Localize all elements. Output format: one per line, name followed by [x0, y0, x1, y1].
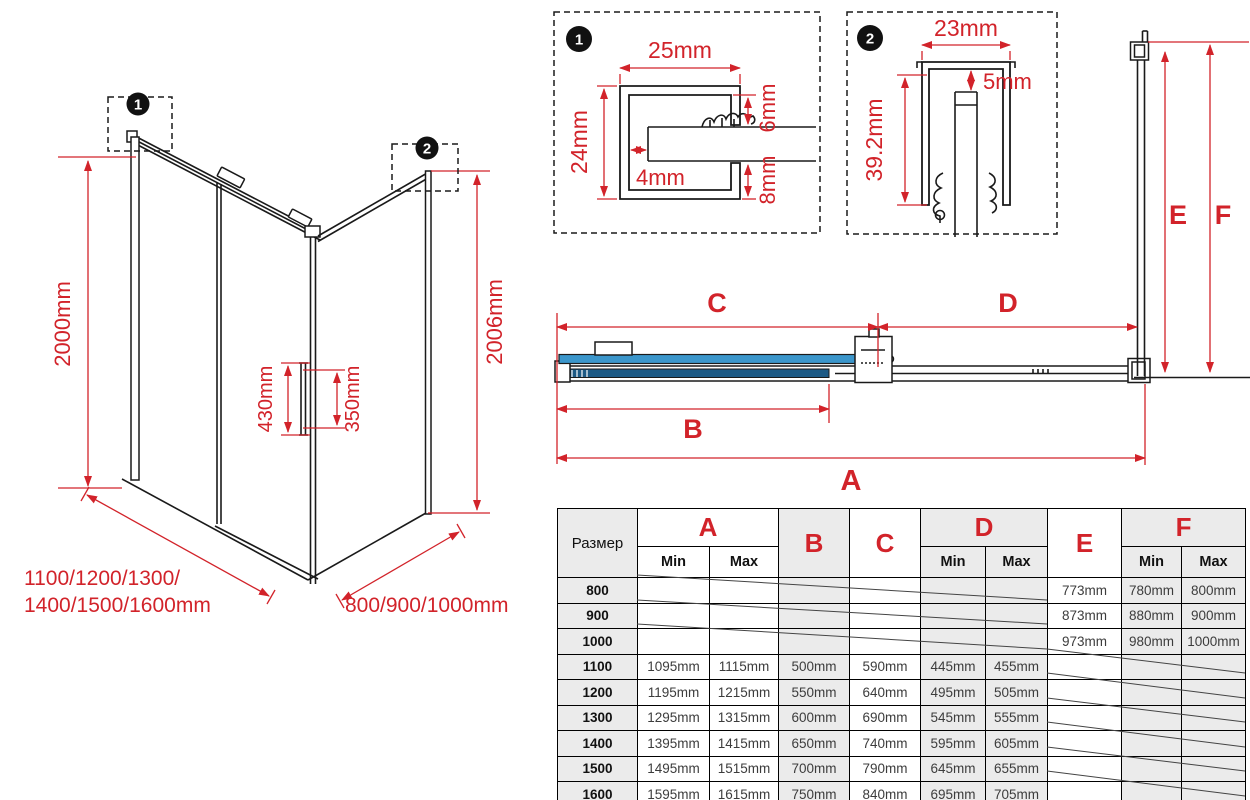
detail-1-dims — [566, 37, 780, 204]
cell-value: 445mm — [921, 654, 986, 680]
cell-value: 773mm — [1048, 578, 1122, 604]
cell-value: 1000mm — [1182, 629, 1246, 655]
dim-6mm: 6mm — [755, 83, 780, 133]
size-table — [557, 508, 1246, 800]
dim-2006 — [428, 171, 507, 513]
cell-value: 790mm — [850, 756, 921, 782]
cell-value: 700mm — [779, 756, 850, 782]
cell-value — [638, 629, 710, 655]
cell-value — [710, 603, 779, 629]
cell-size: 1600 — [558, 782, 638, 800]
cell-value: 690mm — [850, 705, 921, 731]
dim-label-350: 350mm — [342, 365, 364, 433]
cell-value — [1182, 731, 1246, 757]
top-rail — [127, 131, 320, 240]
cell-value: 600mm — [779, 705, 850, 731]
cell-value — [1048, 705, 1122, 731]
cell-value: 505mm — [986, 680, 1048, 706]
cell-value — [1122, 756, 1182, 782]
cell-size: 1500 — [558, 756, 638, 782]
dim-2000 — [50, 157, 136, 488]
col-header-e: E — [1048, 509, 1122, 578]
cell-value — [710, 629, 779, 655]
table-row — [558, 756, 1246, 782]
table-row — [558, 654, 1246, 680]
cell-value: 880mm — [1122, 603, 1182, 629]
col-header-a: A — [638, 509, 779, 547]
roller-clips — [933, 173, 996, 223]
col-header-f: F — [1122, 509, 1246, 547]
cell-value — [921, 603, 986, 629]
table-row — [558, 629, 1246, 655]
front-panels — [122, 182, 320, 584]
cell-size: 800 — [558, 578, 638, 604]
table-row — [558, 782, 1246, 800]
cell-value — [986, 603, 1048, 629]
dim-label-2000: 2000mm — [50, 281, 75, 367]
cell-value — [1122, 782, 1182, 800]
table-row — [558, 578, 1246, 604]
cell-value: 655mm — [986, 756, 1048, 782]
cell-size: 1300 — [558, 705, 638, 731]
dim-label-b: B — [683, 414, 703, 444]
cell-value — [1048, 654, 1122, 680]
cell-value: 640mm — [850, 680, 921, 706]
col-subheader-d-min: Min — [921, 547, 986, 578]
side-panel-plan — [1131, 31, 1250, 378]
dim-5mm: 5mm — [983, 69, 1032, 94]
cell-value: 900mm — [1182, 603, 1246, 629]
cell-value: 550mm — [779, 680, 850, 706]
cell-size: 900 — [558, 603, 638, 629]
cell-value — [1182, 782, 1246, 800]
cell-value — [850, 629, 921, 655]
dim-label-a: A — [840, 465, 862, 497]
cell-value — [1122, 654, 1182, 680]
cell-value: 740mm — [850, 731, 921, 757]
cell-value — [779, 629, 850, 655]
dim-label-d: D — [998, 288, 1018, 318]
detail-1 — [550, 8, 842, 240]
marker-2-number: 2 — [422, 140, 432, 158]
cell-value — [1122, 731, 1182, 757]
col-subheader-a-min: Min — [638, 547, 710, 578]
col-header-size: Размер — [558, 509, 638, 578]
wall-profile-left — [131, 137, 139, 480]
cell-value: 1295mm — [638, 705, 710, 731]
dim-4mm: 4mm — [636, 165, 685, 190]
cell-value: 873mm — [1048, 603, 1122, 629]
cell-value — [850, 603, 921, 629]
cell-value — [1122, 680, 1182, 706]
cell-value: 780mm — [1122, 578, 1182, 604]
table-row — [558, 680, 1246, 706]
col-subheader-a-max: Max — [710, 547, 779, 578]
col-header-c: C — [850, 509, 921, 578]
cell-value: 1215mm — [710, 680, 779, 706]
cell-value — [1048, 756, 1122, 782]
cell-size: 1000 — [558, 629, 638, 655]
cell-value: 590mm — [850, 654, 921, 680]
dim-a — [557, 384, 1145, 497]
cell-value: 800mm — [1182, 578, 1246, 604]
cell-value: 1115mm — [710, 654, 779, 680]
dim-label-f: F — [1214, 200, 1232, 230]
cell-value: 1415mm — [710, 731, 779, 757]
dim-350 — [303, 366, 364, 433]
glass-panel-section — [955, 92, 977, 237]
cell-value: 650mm — [779, 731, 850, 757]
cell-value: 1315mm — [710, 705, 779, 731]
isometric-view — [0, 0, 545, 660]
cell-value: 980mm — [1122, 629, 1182, 655]
cell-size: 1200 — [558, 680, 638, 706]
col-subheader-d-max: Max — [986, 547, 1048, 578]
cell-value — [1182, 756, 1246, 782]
col-subheader-f-min: Min — [1122, 547, 1182, 578]
cell-value — [1122, 705, 1182, 731]
cell-value — [1048, 782, 1122, 800]
cell-value: 750mm — [779, 782, 850, 800]
cell-value — [1182, 705, 1246, 731]
cell-value — [850, 578, 921, 604]
marker-1-number: 1 — [133, 96, 143, 114]
cell-value: 1395mm — [638, 731, 710, 757]
cell-value — [921, 629, 986, 655]
roller-carriage — [288, 209, 312, 227]
cell-value: 495mm — [921, 680, 986, 706]
door-handle — [299, 363, 308, 435]
dim-d — [878, 288, 1137, 327]
cell-value — [779, 578, 850, 604]
cell-value: 605mm — [986, 731, 1048, 757]
size-table-wrap — [557, 508, 1245, 800]
detail-2 — [843, 8, 1065, 240]
cell-size: 1100 — [558, 654, 638, 680]
dim-b — [557, 384, 829, 444]
cell-value: 1195mm — [638, 680, 710, 706]
dim-23mm: 23mm — [934, 15, 998, 41]
dim-label-c: C — [707, 288, 727, 318]
cell-value — [638, 603, 710, 629]
table-row — [558, 603, 1246, 629]
col-header-b: B — [779, 509, 850, 578]
detail-2-number: 2 — [865, 30, 875, 48]
dim-label-e: E — [1168, 200, 1188, 230]
cell-size: 1400 — [558, 731, 638, 757]
cell-value — [779, 603, 850, 629]
cell-value: 840mm — [850, 782, 921, 800]
cell-value — [1182, 654, 1246, 680]
cell-value: 705mm — [986, 782, 1048, 800]
cell-value: 695mm — [921, 782, 986, 800]
front-width-label-2: 1400/1500/1600mm — [24, 594, 211, 617]
cell-value: 555mm — [986, 705, 1048, 731]
dim-39mm: 39.2mm — [861, 98, 887, 182]
dim-label-430: 430mm — [255, 365, 277, 433]
dim-24mm: 24mm — [566, 110, 592, 174]
cell-value: 645mm — [921, 756, 986, 782]
cell-value: 595mm — [921, 731, 986, 757]
dim-label-2006: 2006mm — [482, 279, 507, 365]
table-row — [558, 705, 1246, 731]
cell-value — [986, 629, 1048, 655]
cell-value: 1615mm — [710, 782, 779, 800]
side-width-label: 800/900/1000mm — [345, 594, 509, 617]
cell-value: 545mm — [921, 705, 986, 731]
cell-value — [1182, 680, 1246, 706]
table-row — [558, 731, 1246, 757]
col-header-d: D — [921, 509, 1048, 547]
dim-side-width — [336, 524, 508, 617]
cell-value — [1048, 731, 1122, 757]
cell-value — [921, 578, 986, 604]
cell-value — [1048, 680, 1122, 706]
cell-value: 1095mm — [638, 654, 710, 680]
dim-e — [1148, 42, 1249, 372]
col-subheader-f-max: Max — [1182, 547, 1246, 578]
cell-value: 1495mm — [638, 756, 710, 782]
cell-value: 1595mm — [638, 782, 710, 800]
dim-25mm: 25mm — [648, 37, 712, 63]
dim-front-width — [24, 487, 275, 617]
cell-value: 500mm — [779, 654, 850, 680]
detail-1-number: 1 — [574, 31, 584, 49]
cell-value: 455mm — [986, 654, 1048, 680]
cell-value: 973mm — [1048, 629, 1122, 655]
side-panel — [308, 171, 431, 580]
cell-value — [638, 578, 710, 604]
cell-value — [986, 578, 1048, 604]
cell-value: 1515mm — [710, 756, 779, 782]
cell-value — [710, 578, 779, 604]
dim-f — [1210, 45, 1231, 372]
front-width-label-1: 1100/1200/1300/ — [24, 567, 181, 590]
dim-8mm: 8mm — [755, 155, 780, 205]
